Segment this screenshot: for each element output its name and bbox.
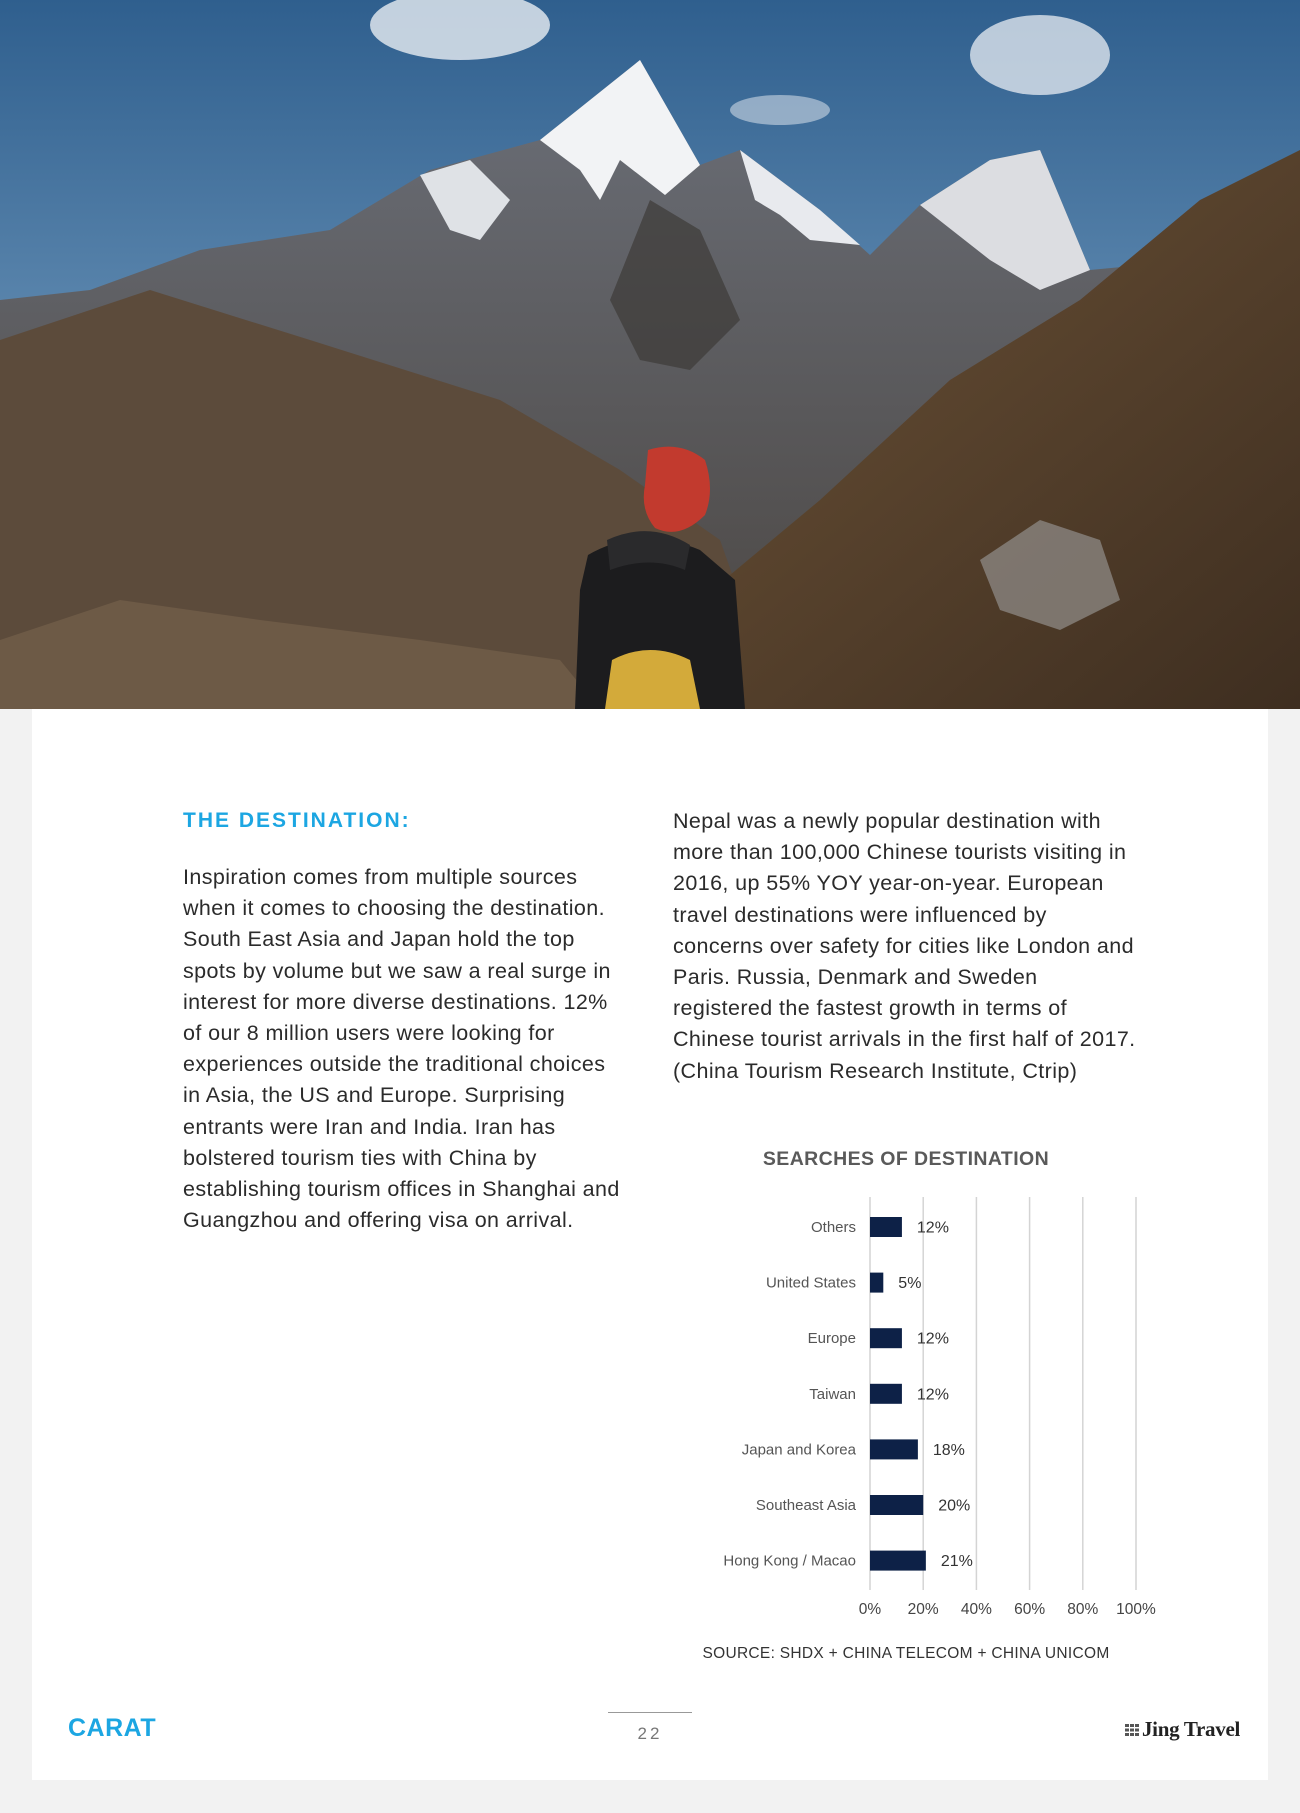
x-tick-label-0: 0% [858, 1601, 882, 1618]
value-label: 12% [916, 1386, 949, 1404]
category-label: Taiwan [809, 1385, 856, 1403]
jing-travel-logo [1125, 1717, 1240, 1742]
value-label: 20% [938, 1497, 971, 1515]
jing-grid-icon [1125, 1724, 1139, 1736]
x-tick-label-100: 100% [1116, 1601, 1156, 1618]
x-tick-label-20: 20% [907, 1601, 939, 1618]
value-label: 5% [898, 1275, 922, 1293]
section-heading: THE DESTINATION: [183, 809, 411, 832]
category-label: United States [765, 1274, 856, 1292]
hero-photo [0, 0, 1300, 709]
value-label: 18% [932, 1441, 965, 1459]
category-label: Southeast Asia [755, 1497, 856, 1514]
mountain-trekker-illustration [0, 0, 1300, 709]
category-label: Japan and Korea [741, 1441, 856, 1459]
bar [870, 1217, 902, 1237]
x-tick-label-40: 40% [960, 1601, 992, 1618]
page-number: 22 [637, 1724, 663, 1743]
right-paragraph: Nepal was a newly popular destination with more than 100,000 Chinese tourists visiting in 2016, up 55% YOY year-on-year. European travel destinations were influenced by concerns over safety for cities like London and Paris. Russia, Denmark and Sweden registered the fastest growth in terms of Chinese tourist arrivals in the first half of 2017. (China Tourism Research Institute, Ctrip) [673, 809, 1136, 1083]
x-tick-label-60: 60% [1014, 1601, 1046, 1618]
value-label: 12% [916, 1219, 949, 1237]
bar [870, 1273, 883, 1293]
carat-logo: CARAT [68, 1714, 157, 1742]
right-column [673, 806, 1143, 1087]
jing-travel-wordmark: Jing Travel [1141, 1717, 1240, 1741]
left-paragraph: Inspiration comes from multiple sources when it comes to choosing the destination. South East Asia and Japan hold the top spots by volume but we saw a real surge in interest for more diverse destinations. 12% of our 8 million users were looking for experiences outside the traditional choices in Asia, the US and Europe. Surprising entrants were Iran and India. Iran has bolstered tourism ties with China by establishing tourism offices in Shanghai and Guangzhou and offering visa on arrival. [183, 865, 620, 1233]
x-tick-label-80: 80% [1067, 1601, 1099, 1618]
bar [870, 1551, 926, 1571]
chart-title: SEARCHES OF DESTINATION [762, 1148, 1050, 1170]
bar [870, 1439, 918, 1459]
category-label: Europe [807, 1330, 856, 1348]
destination-bar-chart [673, 1182, 1173, 1622]
bar [870, 1328, 902, 1348]
value-label: 21% [940, 1553, 973, 1571]
category-label: Others [810, 1219, 856, 1236]
bar [870, 1384, 902, 1404]
bar [870, 1495, 923, 1515]
category-label: Hong Kong / Macao [723, 1552, 856, 1570]
value-label: 12% [916, 1330, 949, 1348]
left-column [183, 806, 623, 1236]
footer-divider [608, 1712, 692, 1713]
source-note: SOURCE: SHDX + CHINA TELECOM + CHINA UNICOM [702, 1645, 1110, 1662]
